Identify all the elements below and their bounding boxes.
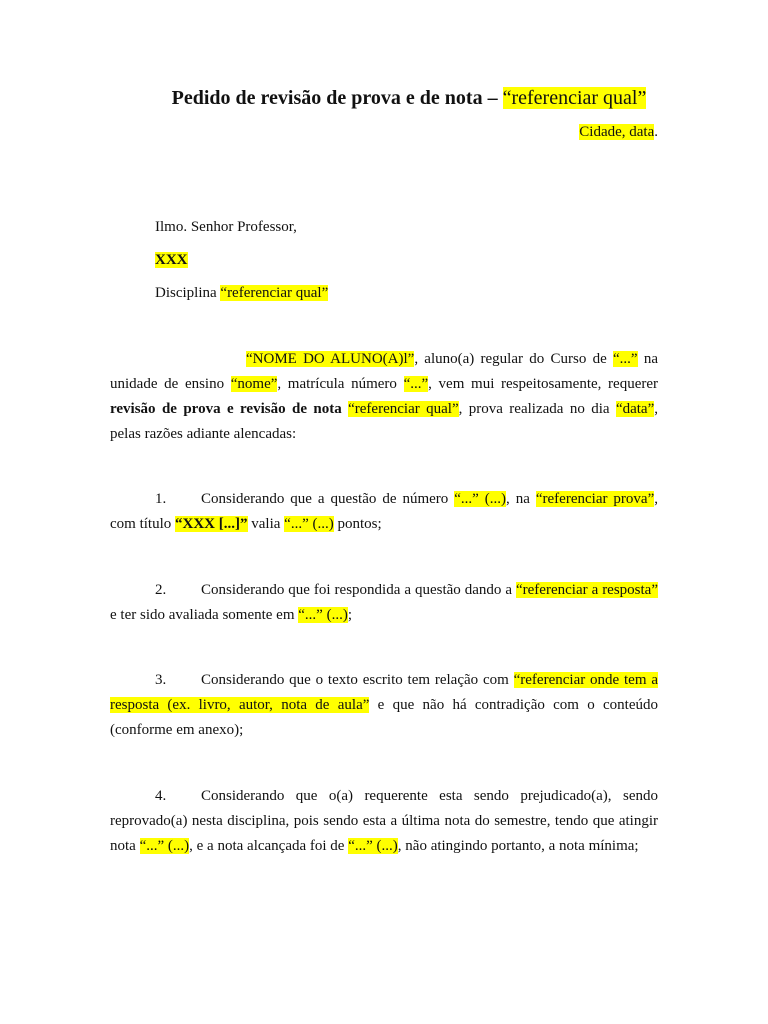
city-date: Cidade, data bbox=[579, 124, 655, 140]
student-name: “NOME DO ALUNO(A)l” bbox=[246, 351, 415, 367]
professor-name: XXX bbox=[155, 252, 188, 268]
item-2: 2. Considerando que foi respondida a questão dando a “referenciar a resposta” e ter sido avaliada somente em “...” (...); bbox=[110, 582, 658, 623]
title-highlight: “referenciar qual” bbox=[502, 87, 647, 109]
discipline-line: Disciplina “referenciar qual” bbox=[155, 285, 329, 301]
document-title: Pedido de revisão de prova e de nota – “referenciar qual” bbox=[171, 87, 647, 109]
item-1: 1. Considerando que a questão de número “...” (...), na “referenciar prova”, com título “XXX [...]” valia “...” (...) pontos; bbox=[110, 491, 658, 532]
item-4: 4. Considerando que o(a) requerente esta sendo prejudicado(a), sendo reprovado(a) nesta disciplina, pois sendo esta a última nota do semestre, tendo que atingir nota “...” (...), e a nota alcançada foi de “...” (...), não atingindo portanto, a nota mínima; bbox=[110, 788, 658, 854]
item-3: 3. Considerando que o texto escrito tem relação com “referenciar onde tem a resposta (ex. livro, autor, nota de aula” e que não há contradição com o conteúdo (conforme em anexo); bbox=[110, 672, 658, 738]
greeting: Ilmo. Senhor Professor, bbox=[155, 219, 297, 235]
city-date-line: Cidade, data. bbox=[579, 124, 658, 140]
intro-paragraph: “NOME DO ALUNO(A)l”, aluno(a) regular do Curso de “...” na unidade de ensino “nome”, matrícula número “...”, vem mui respeitosamente, requerer revisão de prova e revisão de nota “referenciar qual”, prova realizada no dia “data”, pelas razões adiante alencadas: bbox=[110, 351, 659, 442]
